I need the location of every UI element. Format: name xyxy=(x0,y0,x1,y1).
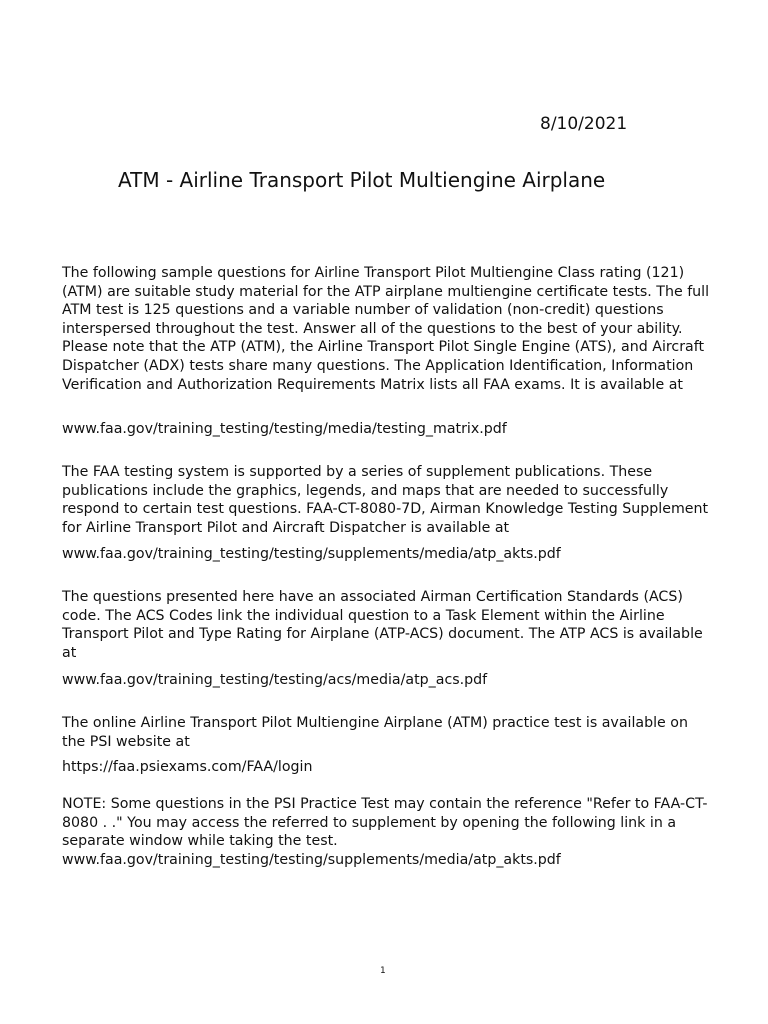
acs-paragraph: The questions presented here have an associated Airman Certification Standards (ACS) code. The ACS Codes link the individual question to a Task Element within the Airline Transport Pilot and Type Rating for Airplane (ATP-ACS) document. The ATP ACS is available at xyxy=(62,589,703,661)
document-date: 8/10/2021 xyxy=(540,114,628,134)
document-title: ATM - Airline Transport Pilot Multiengine Airplane xyxy=(118,168,606,192)
psi-login-link[interactable]: https://faa.psiexams.com/FAA/login xyxy=(62,759,313,775)
supplement-link[interactable]: www.faa.gov/training_testing/testing/supplements/media/atp_akts.pdf xyxy=(62,546,561,562)
acs-link[interactable]: www.faa.gov/training_testing/testing/acs/media/atp_acs.pdf xyxy=(62,672,488,688)
page-number: 1 xyxy=(380,966,386,976)
note-supplement-link[interactable]: www.faa.gov/training_testing/testing/supplements/media/atp_akts.pdf xyxy=(62,851,561,868)
supplement-paragraph: The FAA testing system is supported by a series of supplement publications. These publications include the graphics, legends, and maps that are needed to successfully respond to certain test questions. FAA-CT-8080-7D, Airman Knowledge Testing Supplement for Airline Transport Pilot and Aircraft Dispatcher is available at xyxy=(62,464,709,536)
note-block xyxy=(62,795,712,869)
note-paragraph: NOTE: Some questions in the PSI Practice Test may contain the reference "Refer to FAA-CT-8080 . ." You may access the referred to supplement by opening the following link in a separate window while taking the test. xyxy=(62,796,708,850)
practice-test-paragraph: The online Airline Transport Pilot Multiengine Airplane (ATM) practice test is available on the PSI website at xyxy=(62,715,688,750)
testing-matrix-link[interactable]: www.faa.gov/training_testing/testing/media/testing_matrix.pdf xyxy=(62,421,507,437)
intro-paragraph: The following sample questions for Airline Transport Pilot Multiengine Class rating (121) (ATM) are suitable study material for the ATP airplane multiengine certificate tests. The full ATM test is 125 questions and a variable number of validation (non-credit) questions interspersed throughout the test. Answer all of the questions to the best of your ability. Please note that the ATP (ATM), the Airline Transport Pilot Single Engine (ATS), and Aircraft Dispatcher (ADX) tests share many questions. The Application Identification, Information Verification and Authorization Requirements Matrix lists all FAA exams. It is available at xyxy=(62,265,710,393)
